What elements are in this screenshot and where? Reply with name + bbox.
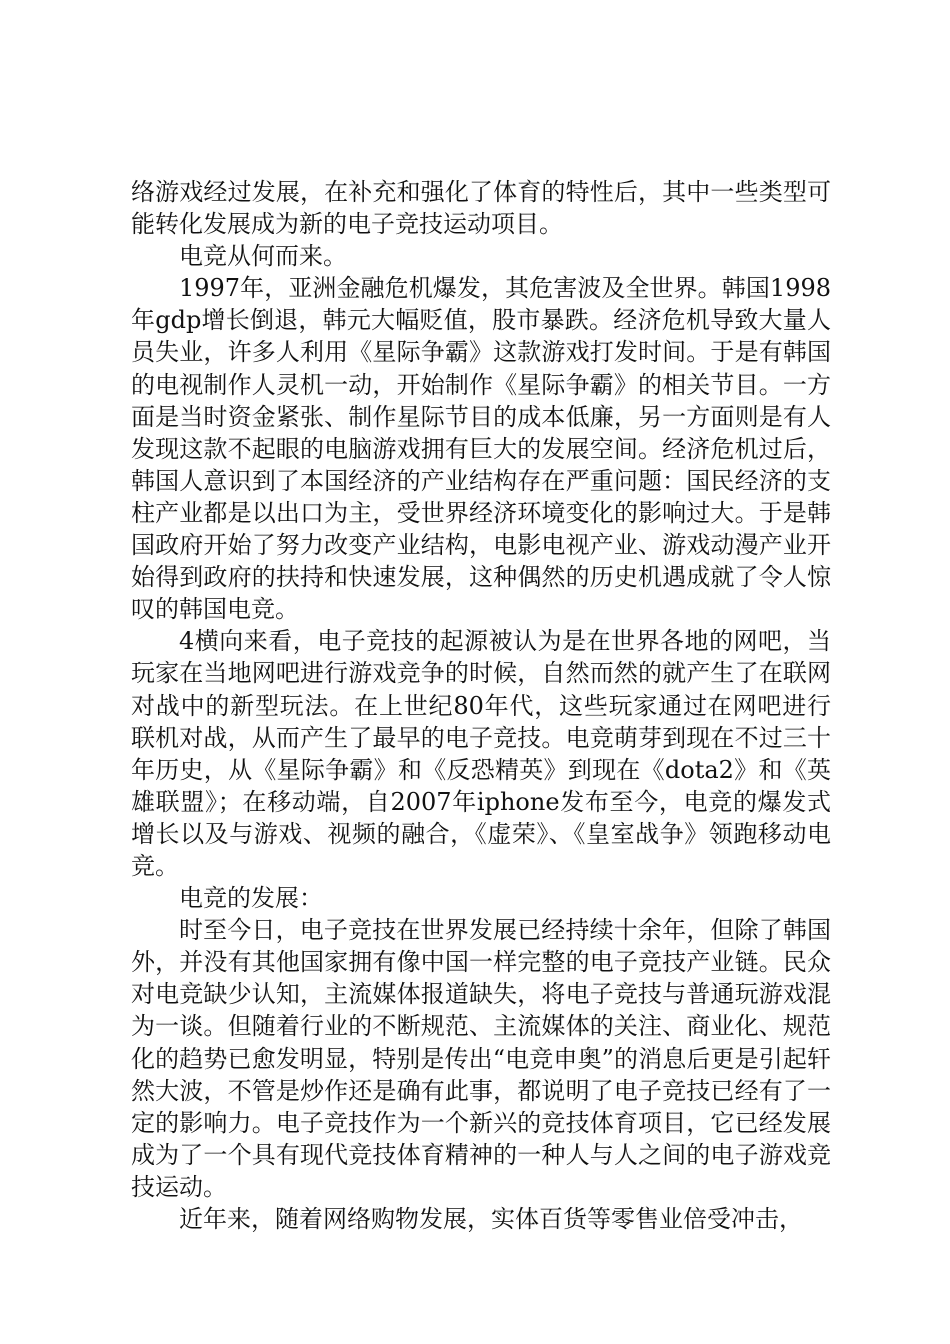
document-body: [131, 176, 831, 1235]
paragraph-2-heading: 电竞从何而来。: [179, 242, 347, 271]
paragraph-1: 络游戏经过发展，在补充和强化了体育的特性后，其中一些类型可能转化发展成为新的电子竞技运动项目。: [131, 178, 831, 239]
paragraph-6: 时至今日，电子竞技在世界发展已经持续十余年，但除了韩国外，并没有其他国家拥有像中国一样完整的电子竞技产业链。民众对电竞缺少认知，主流媒体报道缺失，将电子竞技与普通玩游戏混为一谈。但随着行业的不断规范、主流媒体的关注、商业化、规范化的趋势已愈发明显，特别是传出“电竞申奥”的消息后更是引起轩然大波，不管是炒作还是确有此事，都说明了电子竞技已经有了一定的影响力。电子竞技作为一个新兴的竞技体育项目，它已经发展成为了一个具有现代竞技体育精神的一种人与人之间的电子游戏竞技运动。: [131, 916, 831, 1201]
paragraph-3: 1997年，亚洲金融危机爆发，其危害波及全世界。韩国1998年gdp增长倒退，韩元大幅贬值，股市暴跌。经济危机导致大量人员失业，许多人利用《星际争霸》这款游戏打发时间。于是有韩国的电视制作人灵机一动，开始制作《星际争霸》的相关节目。一方面是当时资金紧张、制作星际节目的成本低廉，另一方面则是有人发现这款不起眼的电脑游戏拥有巨大的发展空间。经济危机过后，韩国人意识到了本国经济的产业结构存在严重问题：国民经济的支柱产业都是以出口为主，受世界经济环境变化的影响过大。于是韩国政府开始了努力改变产业结构，电影电视产业、游戏动漫产业开始得到政府的扶持和快速发展，这种偶然的历史机遇成就了令人惊叹的韩国电竞。: [131, 274, 831, 624]
paragraph-7: 近年来，随着网络购物发展，实体百货等零售业倍受冲击，: [179, 1205, 803, 1233]
paragraph-5-heading: 电竞的发展：: [179, 884, 323, 913]
paragraph-4: 4横向来看，电子竞技的起源被认为是在世界各地的网吧，当玩家在当地网吧进行游戏竞争的时候，自然而然的就产生了在联网对战中的新型玩法。在上世纪80年代，这些玩家通过在网吧进行联机对战，从而产生了最早的电子竞技。电竞萌芽到现在不过三十年历史，从《星际争霸》和《反恐精英》到现在《dota2》和《英雄联盟》；在移动端，自2007年iphone发布至今，电竞的爆发式增长以及与游戏、视频的融合，《虚荣》、《皇室战争》领跑移动电竞。: [131, 627, 831, 880]
